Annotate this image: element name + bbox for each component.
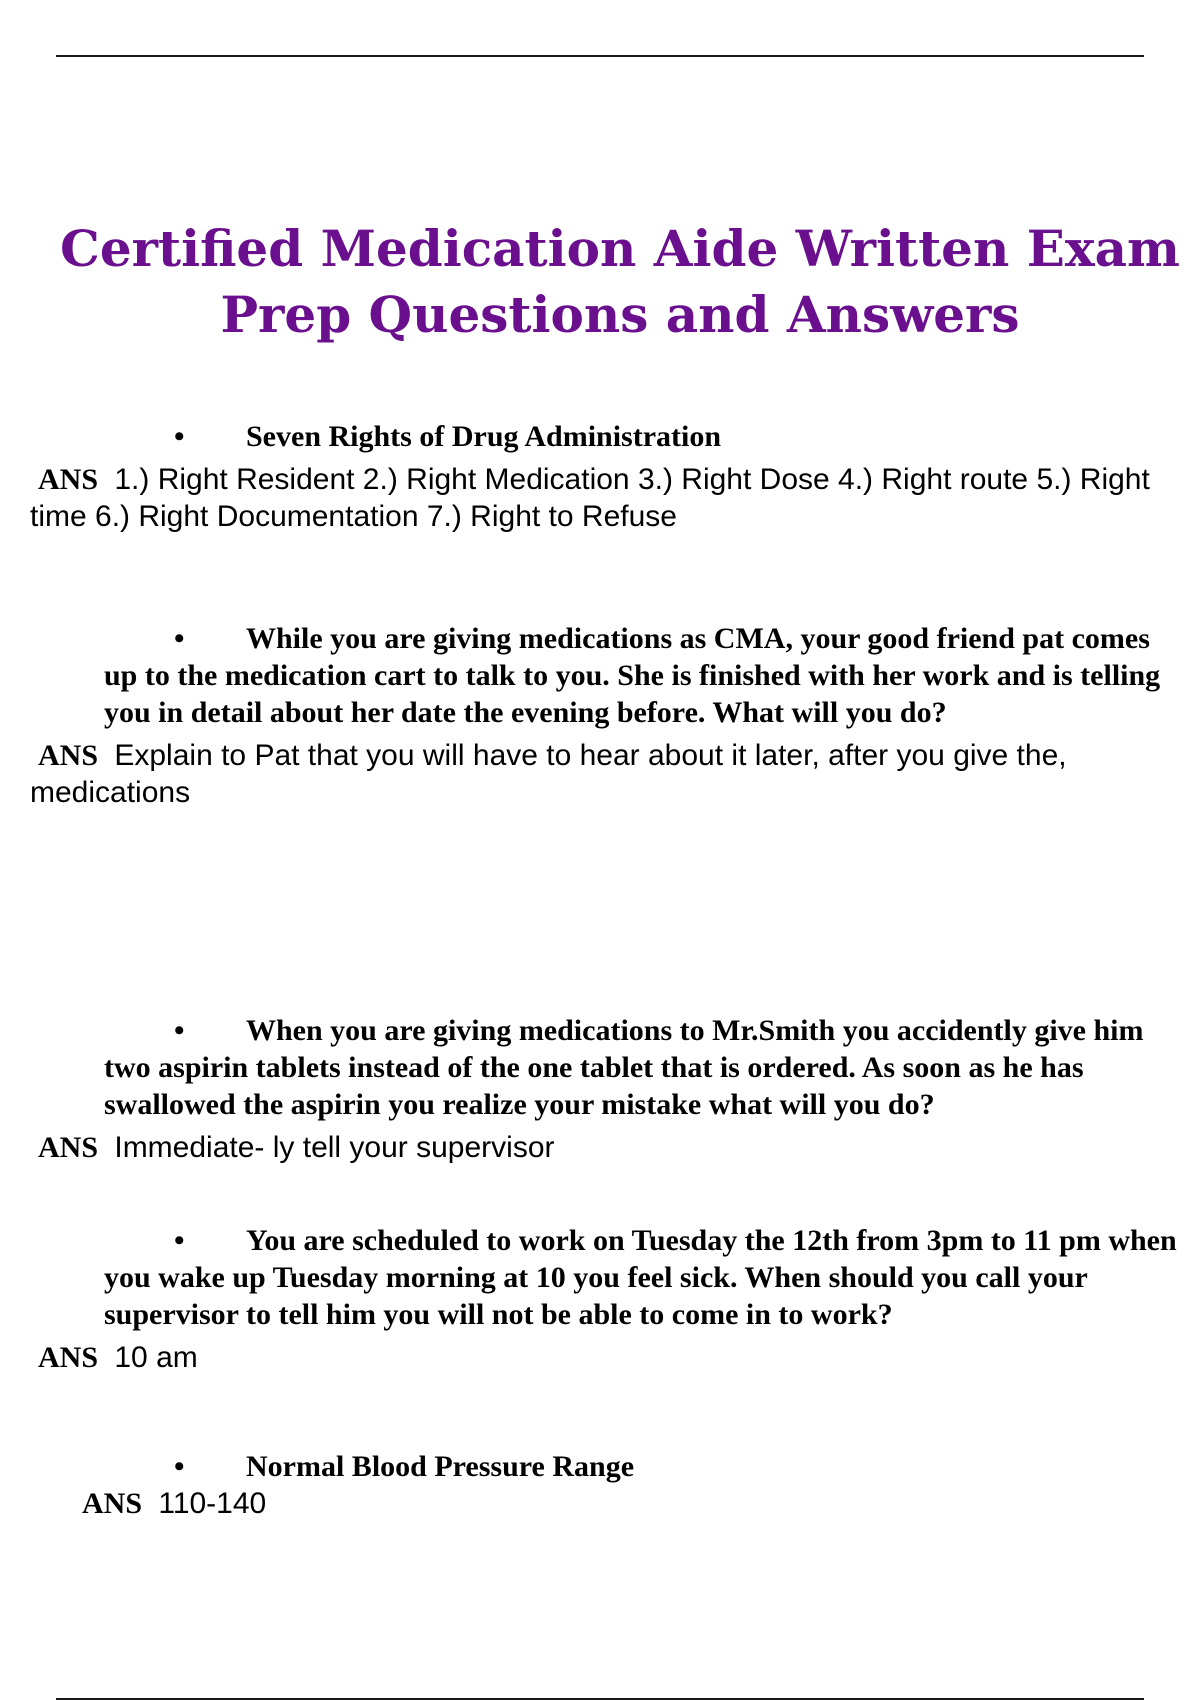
answer-label: ANS [38,1341,99,1374]
bullet-icon: • [174,420,185,453]
bullet-icon: • [174,1450,185,1483]
question-text: When you are giving medications to Mr.Smith you accidently give him two aspirin tablets instead of the one tablet that is ordered. As soon as he has swallowed the aspirin you realize your mistake what will you do? [104,1014,1144,1121]
question [30,620,1190,731]
qa-item-1 [30,418,1190,535]
question [30,418,1190,455]
question-text: While you are giving medications as CMA, your good friend pat comes up to the medication cart to talk to you. She is finished with her work and is telling you in detail about her date the evening before. What will you do? [104,622,1161,729]
qa-item-3 [30,1012,1190,1166]
qa-item-4 [30,1222,1190,1376]
qa-item-5 [30,1448,1190,1522]
qa-item-2 [30,620,1190,811]
question-text: Normal Blood Pressure Range [246,1450,635,1483]
answer-text: 110-140 [158,1487,267,1520]
document-title: Certified Medication Aide Written Exam Prep Questions and Answers [60,219,1180,344]
bullet-icon: • [174,1014,185,1047]
question [30,1448,1190,1485]
question-text: You are scheduled to work on Tuesday the 12th from 3pm to 11 pm when you wake up Tuesday morning at 10 you feel sick. When should you call your supervisor to tell him you will not be able to come in to work? [104,1224,1177,1331]
answer [30,1485,1190,1522]
question [30,1222,1190,1333]
answer-text: 10 am [114,1341,198,1374]
answer-label: ANS [38,1131,99,1164]
bullet-icon: • [174,622,185,655]
answer-text: Immediate- ly tell your supervisor [114,1131,555,1164]
question-text: Seven Rights of Drug Administration [246,420,722,453]
answer-label: ANS [38,739,99,772]
top-divider [56,55,1144,57]
bullet-icon: • [174,1224,185,1257]
answer [30,737,1190,811]
question [30,1012,1190,1123]
answer [30,1129,1190,1166]
answer-label: ANS [82,1487,143,1520]
answer-text: Explain to Pat that you will have to hear about it later, after you give the, medications [30,739,1067,809]
answer [30,1339,1190,1376]
answer-label: ANS [38,463,99,496]
answer [30,461,1190,535]
answer-text: 1.) Right Resident 2.) Right Medication 3.) Right Dose 4.) Right route 5.) Right time 6.) Right Documentation 7.) Right to Refuse [30,463,1150,533]
